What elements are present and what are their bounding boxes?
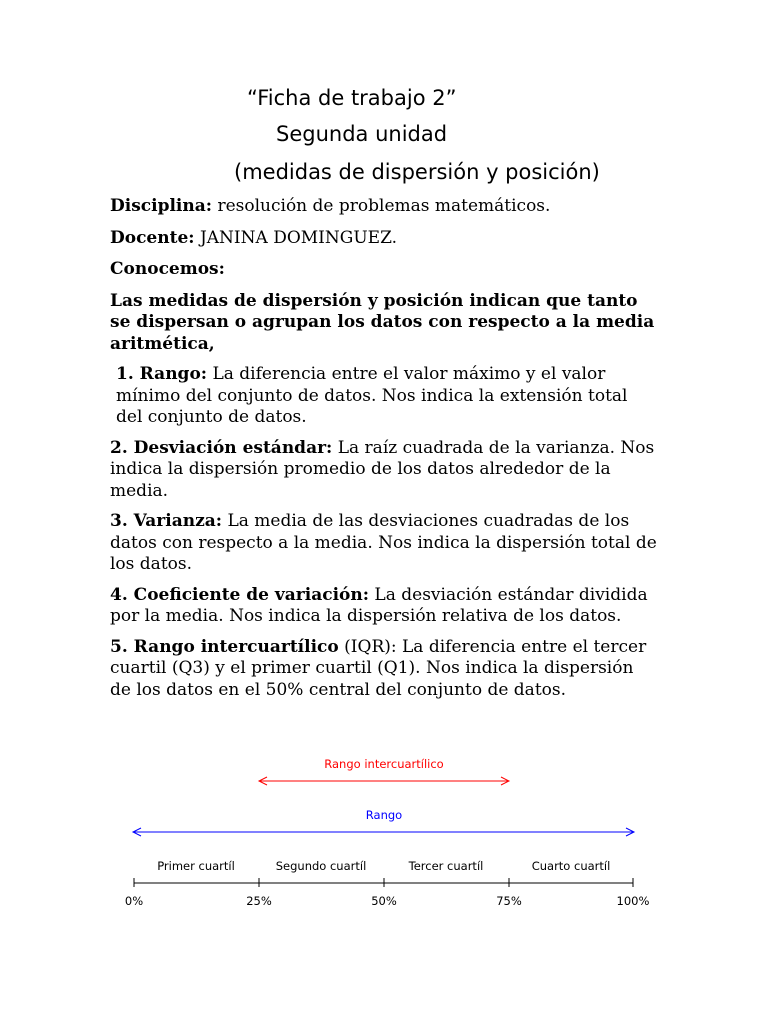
item-varianza	[110, 511, 658, 576]
tick-label: 0%	[124, 894, 144, 908]
item-desviacion	[110, 438, 658, 503]
document-title: “Ficha de trabajo 2”	[247, 86, 457, 110]
tick-label: 25%	[246, 894, 272, 908]
iqr-label: Rango intercuartílico	[324, 757, 444, 771]
intro-paragraph: Las medidas de dispersión y posición indican que tanto se dispersan o agrupan los datos con respecto a la media aritmética,	[110, 290, 655, 354]
tick-label: 50%	[371, 894, 397, 908]
item-rango	[110, 364, 658, 429]
item-label: 4. Coeficiente de variación:	[110, 584, 370, 605]
disciplina-value: resolución de problemas matemáticos.	[212, 196, 551, 216]
document-topic: (medidas de dispersión y posición)	[234, 160, 600, 184]
item-coeficiente	[110, 585, 658, 628]
item-text: La media de las desviaciones cuadradas de los datos con respecto a la media. Nos indica la dispersión total de los datos.	[110, 511, 657, 574]
item-label: 3. Varianza:	[110, 511, 223, 531]
item-label: 5. Rango intercuartílico	[110, 636, 339, 657]
quartile-label: Primer cuartíl	[157, 859, 235, 873]
range-label: Rango	[365, 808, 403, 822]
docente-label: Docente:	[110, 227, 195, 248]
item-text: La diferencia entre el valor máximo y el valor mínimo del conjunto de datos. Nos indica la extensión total del conjunto de datos.	[116, 364, 628, 427]
item-text: La raíz cuadrada de la varianza. Nos indica la dispersión promedio de los datos alrededor de la media.	[110, 437, 655, 501]
item-label: 1. Rango:	[116, 364, 208, 384]
item-text: (IQR): La diferencia entre el tercer cuartil (Q3) y el primer cuartil (Q1). Nos indica la dispersión de los datos en el 50% central del conjunto de datos.	[110, 636, 647, 700]
item-text: La desviación estándar dividida por la media. Nos indica la dispersión relativa de los datos.	[110, 584, 648, 626]
disciplina-label: Disciplina:	[110, 196, 213, 216]
quartile-label: Cuarto cuartíl	[531, 859, 611, 873]
quartile-diagram-svg	[112, 756, 658, 916]
docente-line	[110, 228, 658, 250]
conocemos-heading: Conocemos:	[110, 259, 225, 279]
item-label: 2. Desviación estándar:	[110, 437, 333, 458]
disciplina-line	[110, 196, 658, 218]
document-body	[110, 196, 658, 710]
document-subtitle: Segunda unidad	[276, 122, 448, 146]
quartile-diagram	[112, 756, 658, 916]
item-iqr	[110, 637, 658, 702]
quartile-label: Segundo cuartíl	[275, 859, 367, 873]
tick-label: 75%	[496, 894, 522, 908]
quartile-label: Tercer cuartíl	[408, 859, 484, 873]
tick-label: 100%	[616, 894, 650, 908]
docente-value: JANINA DOMINGUEZ.	[194, 227, 398, 248]
